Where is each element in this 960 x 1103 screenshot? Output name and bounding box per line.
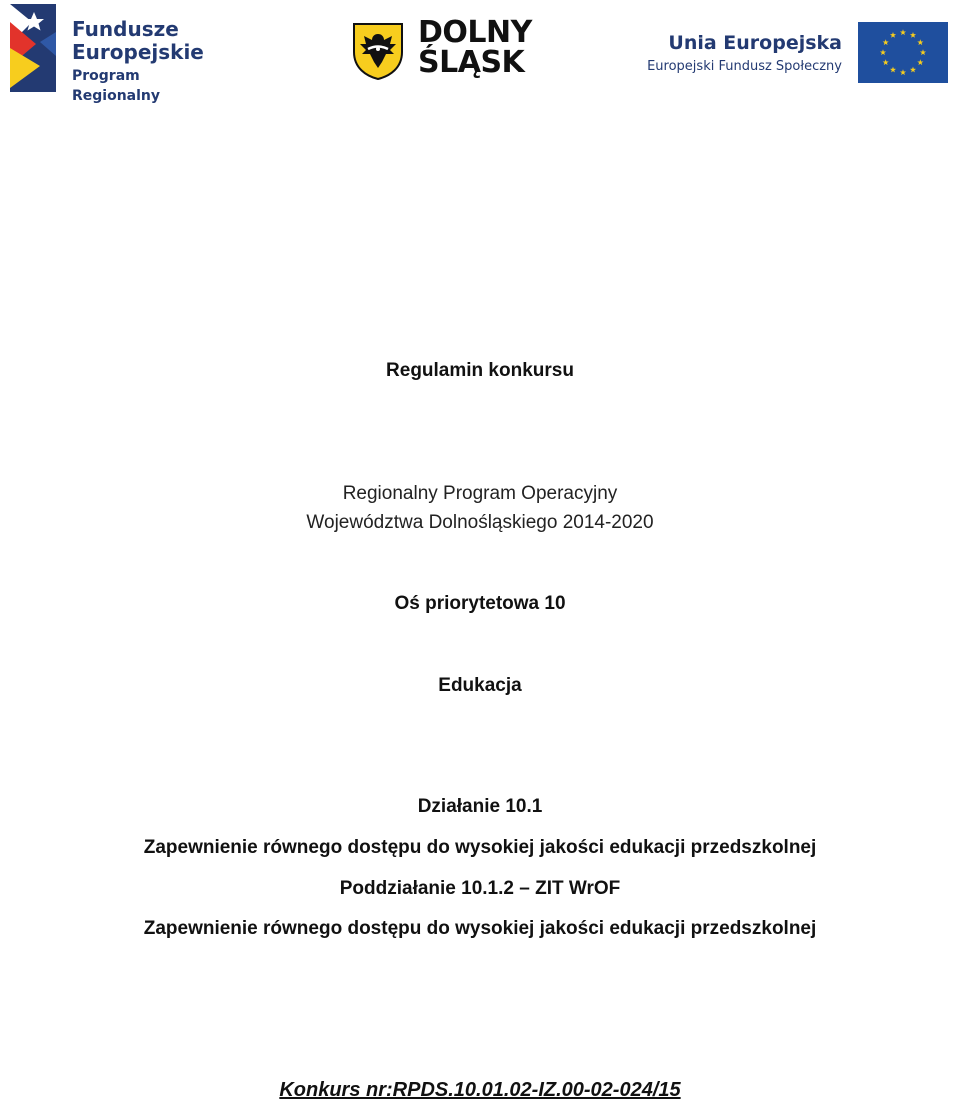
- logo-header: [0, 0, 960, 104]
- ue-logo-line2: Europejski Fundusz Społeczny: [647, 59, 842, 74]
- fe-logo-line3: Program Regionalny: [72, 68, 161, 104]
- program-name-line2: Województwa Dolnośląskiego 2014-2020: [306, 512, 654, 533]
- fe-logo-line2: Europejskie: [72, 40, 204, 64]
- unia-europejska-logo: [647, 22, 952, 86]
- contest-number: Konkurs nr:RPDS.10.01.02-IZ.00-02-024/15: [279, 1079, 681, 1101]
- measure-number: Działanie 10.1: [417, 796, 543, 817]
- fundusze-europejskie-logo: [10, 4, 220, 104]
- priority-axis-name: Edukacja: [438, 675, 522, 696]
- submeasure-number: Poddziałanie 10.1.2 – ZIT WrOF: [339, 878, 621, 899]
- document-title: Regulamin konkursu: [386, 360, 574, 381]
- eu-flag-icon: [858, 22, 948, 83]
- fundusze-europejskie-mark-icon: [10, 4, 56, 92]
- eagle-crest-icon: [352, 22, 404, 80]
- measure-name: Zapewnienie równego dostępu do wysokiej jakości edukacji przedszkolnej: [143, 837, 817, 858]
- ds-logo-line1: DOLNY: [418, 15, 532, 50]
- submeasure-name: Zapewnienie równego dostępu do wysokiej jakości edukacji przedszkolnej: [143, 918, 817, 939]
- program-name-line1: Regionalny Program Operacyjny: [342, 483, 618, 504]
- ds-logo-line2: ŚLĄSK: [418, 45, 525, 80]
- ue-logo-line1: Unia Europejska: [668, 32, 842, 54]
- priority-axis: Oś priorytetowa 10: [394, 593, 566, 614]
- dolny-slask-logo: [352, 15, 542, 84]
- fe-logo-line1: Fundusze: [72, 17, 179, 41]
